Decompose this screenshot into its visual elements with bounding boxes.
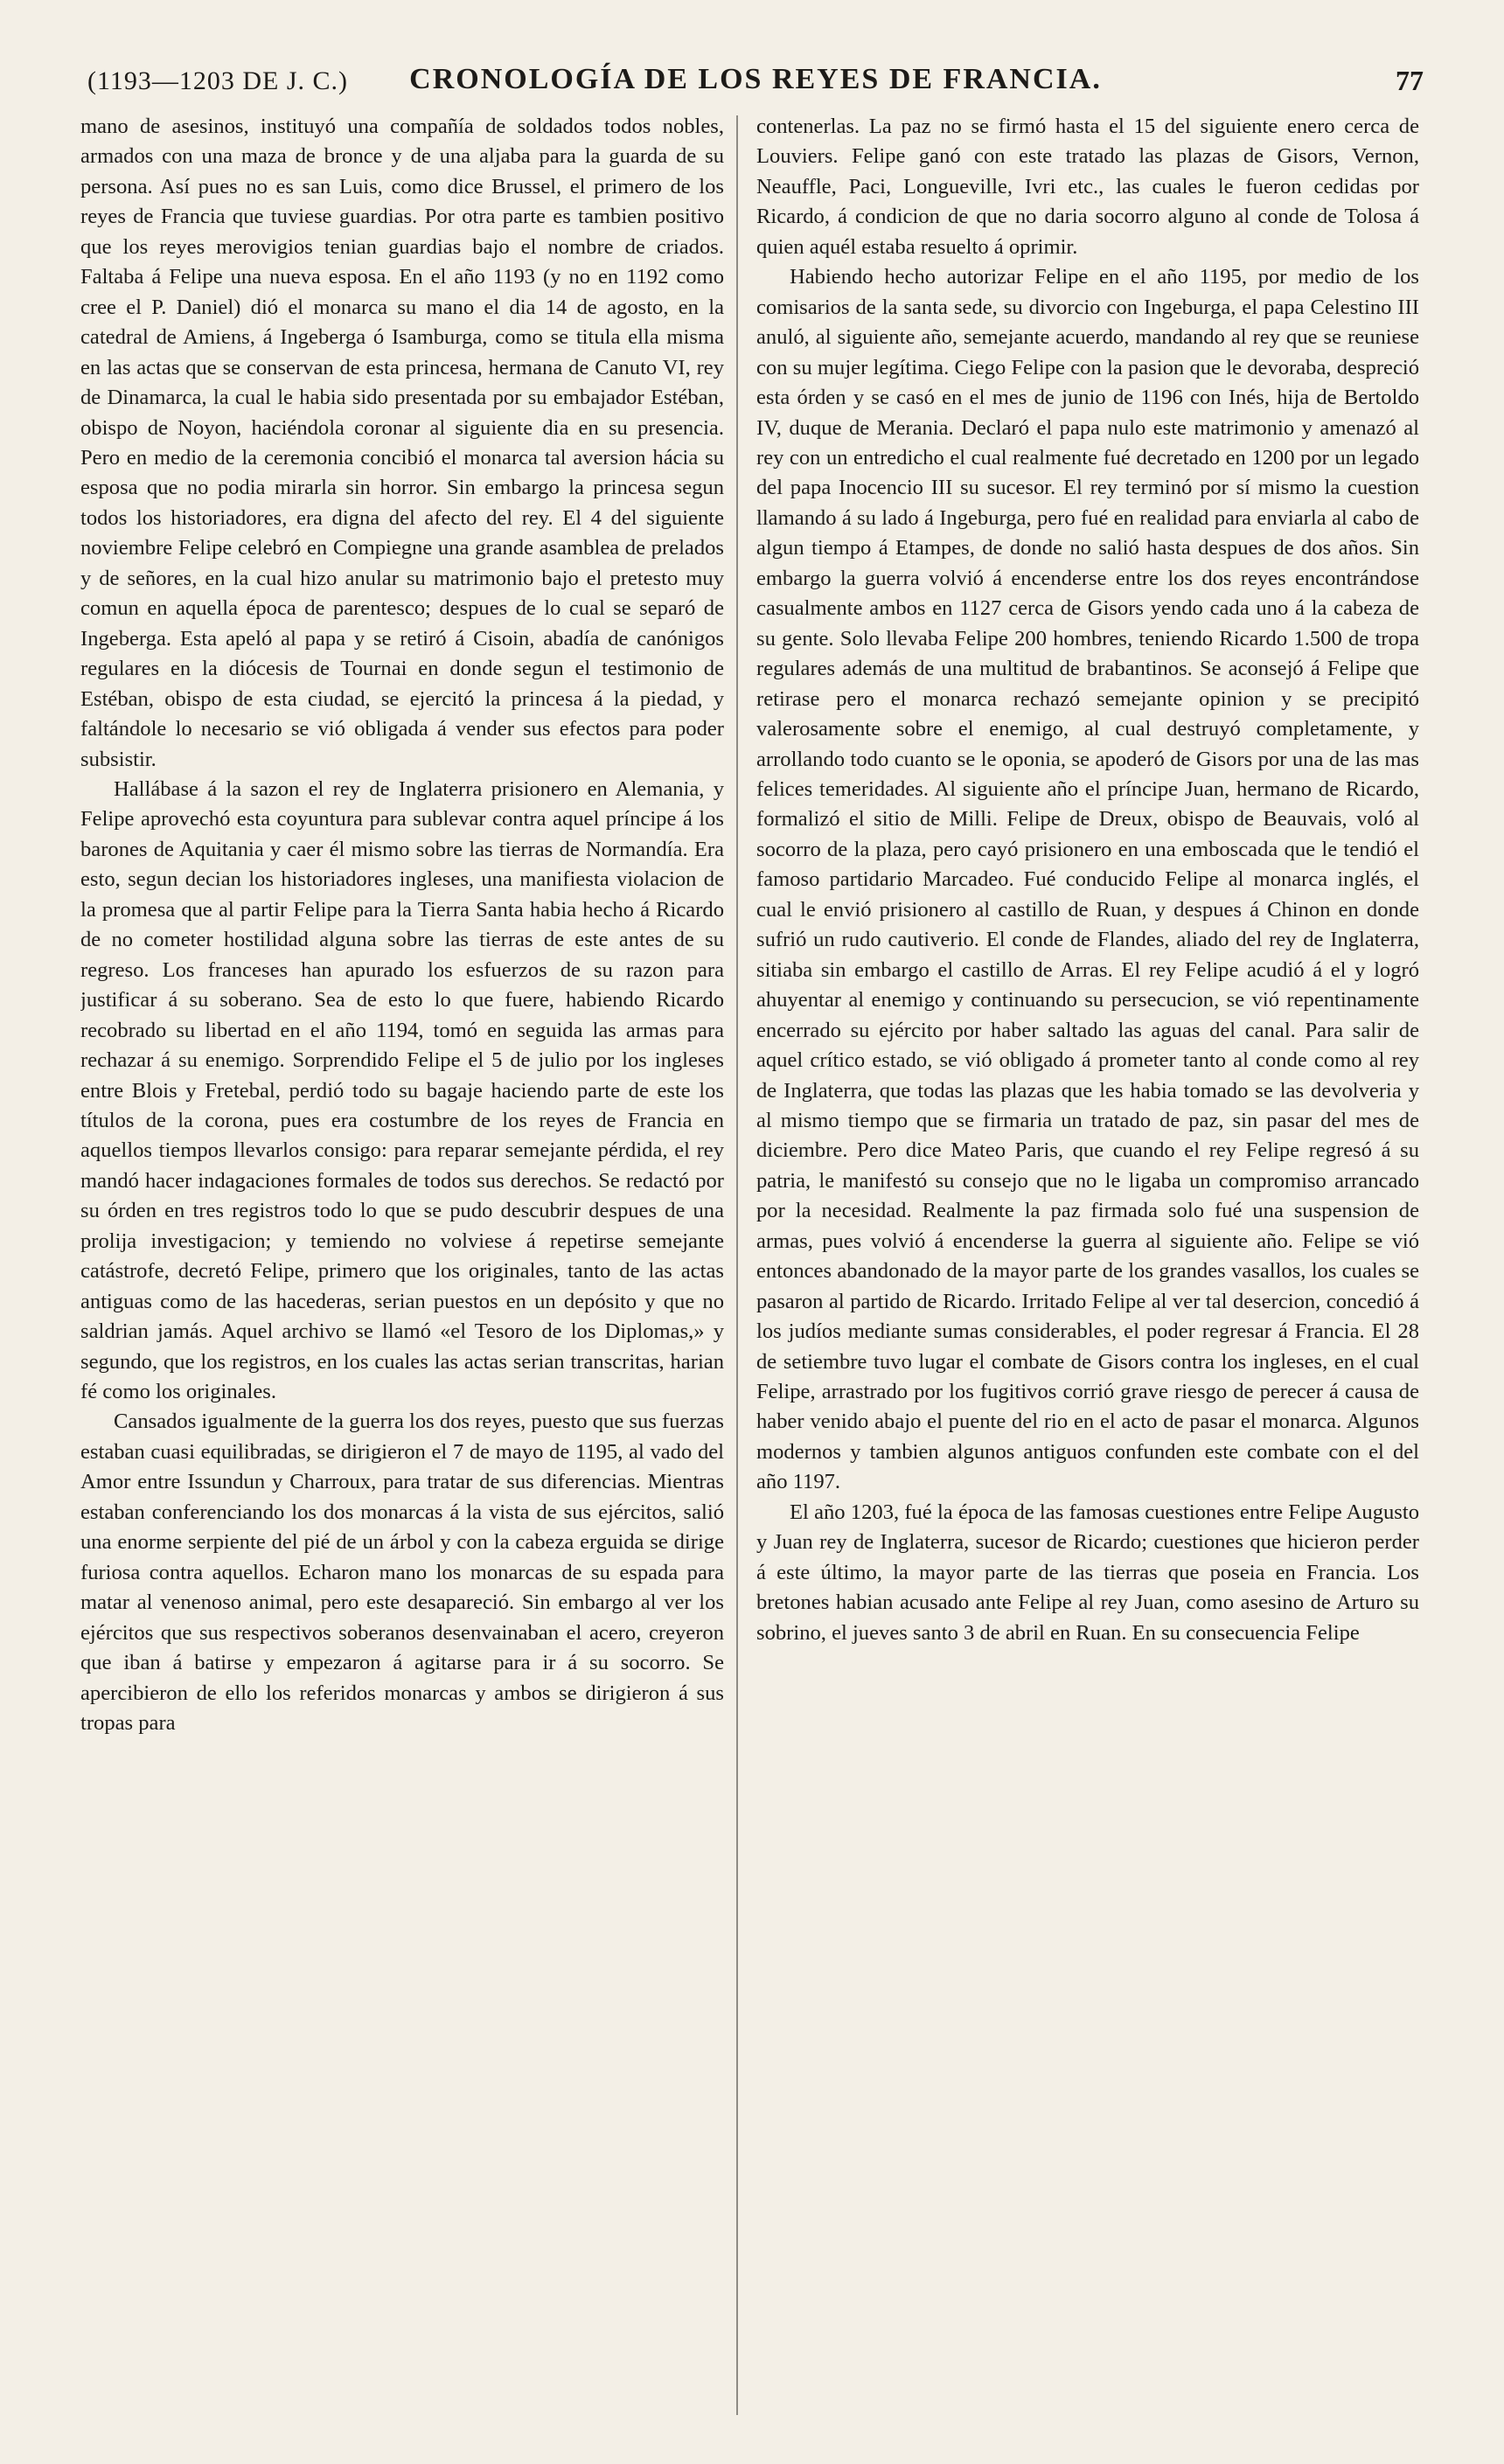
column-divider <box>736 115 738 2415</box>
paragraph: El año 1203, fué la época de las famosas cuestiones entre Felipe Augusto y Juan rey de Inglaterra, sucesor de Ricardo; cuestiones que hicieron perder á este último, la mayor parte de las tierras que poseia en Francia. Los bretones habian acusado ante Felipe al rey Juan, como asesino de Arturo su sobrino, el jueves santo 3 de abril en Ruan. En su consecuencia Felipe <box>756 1500 1419 1645</box>
date-range: (1193—1203 DE J. C.) <box>87 66 349 95</box>
right-column <box>756 112 1419 2420</box>
paragraph: mano de asesinos, instituyó una compañía de soldados todos nobles, armados con una maza de bronce y de una aljaba para la guarda de su persona. Así pues no es san Luis, como dice Brussel, el primero de los reyes de Francia que tuviese guardias. Por otra parte es tambien positivo que los reyes merovigios tenian guardias bajo el nombre de criados. Faltaba á Felipe una nueva esposa. En el año 1193 (y no en 1192 como cree el P. Daniel) dió el monarca su mano el dia 14 de agosto, en la catedral de Amiens, á Ingeberga ó Isamburga, como se titula ella misma en las actas que se conservan de esta princesa, hermana de Canuto VI, rey de Dinamarca, la cual le habia sido presentada por su embajador Estéban, obispo de Noyon, haciéndola coronar al siguiente dia en su presencia. Pero en medio de la ceremonia concibió el monarca tal aversion hácia su esposa que no podia mirarla sin horror. Sin embargo la princesa segun todos los historiadores, era digna del afecto del rey. El 4 del siguiente noviembre Felipe celebró en Compiegne una grande asamblea de prelados y de señores, en la cual hizo anular su matrimonio bajo el pretesto muy comun en aquella época de parentesco; despues de lo cual se separó de Ingeberga. Esta apeló al papa y se retiró á Cisoin, abadía de canónigos regulares en la diócesis de Tournai en donde segun el testimonio de Estéban, obispo de esta ciudad, se ejercitó la princesa á la piedad, y faltándole lo necesario se vió obligada á vender sus efectos para poder subsistir. <box>80 115 724 771</box>
paragraph: Hallábase á la sazon el rey de Inglaterra prisionero en Alemania, y Felipe aprovechó esta coyuntura para sublevar contra aquel príncipe á los barones de Aquitania y caer él mismo sobre las tierras de Normandía. Era esto, segun decian los historiadores ingleses, una manifiesta violacion de la promesa que al partir Felipe para la Tierra Santa habia hecho á Ricardo de no cometer hostilidad alguna sobre las tierras de este antes de su regreso. Los franceses han apurado los esfuerzos de su razon para justificar á su soberano. Sea de esto lo que fuere, habiendo Ricardo recobrado su libertad en el año 1194, tomó en seguida las armas para rechazar á su enemigo. Sorprendido Felipe el 5 de julio por los ingleses entre Blois y Fretebal, perdió todo su bagaje haciendo parte de este los títulos de la corona, pues era costumbre de los reyes de Francia en aquellos tiempos llevarlos consigo: para reparar semejante pérdida, el rey mandó hacer indagaciones formales de todos sus derechos. Se redactó por su órden en tres registros todo lo que se pudo descubrir despues de una prolija investigacion; y temiendo no volviese á repetirse semejante catástrofe, decretó Felipe, primero que los originales, tanto de las actas antiguas como de las hacederas, serian puestos en un depósito y que no saldrian jamás. Aquel archivo se llamó «el Tesoro de los Diplomas,» y segundo, que los registros, en los cuales las actas serian transcritas, harian fé como los originales. <box>80 776 724 1404</box>
page-number: 77 <box>1396 65 1424 96</box>
paragraph: Cansados igualmente de la guerra los dos reyes, puesto que sus fuerzas estaban cuasi equilibradas, se dirigieron el 7 de mayo de 1195, al vado del Amor entre Issundun y Charroux, para tratar de sus diferencias. Mientras estaban conferenciando los dos monarcas á la vista de sus ejércitos, salió una enorme serpiente del pié de un árbol y con la cabeza erguida se dirige furiosa contra aquellos. Echaron mano los monarcas de su espada para matar al venenoso animal, pero este desapareció. Sin embargo al ver los ejércitos que sus respectivos soberanos desenvainaban el acero, creyeron que iban á batirse y empezaron á agitarse para ir á su socorro. Se apercibieron de ello los referidos monarcas y ambos se dirigieron á sus tropas para <box>80 1409 724 1736</box>
left-column <box>80 112 724 2420</box>
paragraph: Habiendo hecho autorizar Felipe en el año 1195, por medio de los comisarios de la santa sede, su divorcio con Ingeburga, el papa Celestino III anuló, al siguiente año, semejante acuerdo, mandando al rey que se reuniese con su mujer legítima. Ciego Felipe con la pasion que le devoraba, despreció esta órden y se casó en el mes de junio de 1196 con Inés, hija de Bertoldo IV, duque de Merania. Declaró el papa nulo este matrimonio y amenazó al rey con un entredicho el cual realmente fué decretado en 1200 por un legado del papa Inocencio III su sucesor. El rey terminó por sí mismo la cuestion llamando á su lado á Ingeburga, pero fué en realidad para enviarla al cabo de algun tiempo á Etampes, de donde no salió hasta despues de dos años. Sin embargo la guerra volvió á encenderse entre los dos reyes encontrándose casualmente ambos en 1127 cerca de Gisors yendo cada uno á la cabeza de su gente. Solo llevaba Felipe 200 hombres, teniendo Ricardo 1.500 de tropa regulares además de una multitud de brabantinos. Se aconsejó á Felipe que retirase pero el monarca rechazó semejante opinion y se precipitó valerosamente sobre el enemigo, al cual destruyó completamente, y arrollando todo cuanto se le oponia, se apoderó de Gisors por una de las mas felices temeridades. Al siguiente año el príncipe Juan, hermano de Ricardo, formalizó el sitio de Milli. Felipe de Dreux, obispo de Beauvais, voló al socorro de la plaza, pero cayó prisionero en una emboscada que le tendió el famoso partidario Marcadeo. Fué conducido Felipe al monarca inglés, el cual le envió prisionero al castillo de Ruan, y despues á Chinon en donde sufrió un rudo cautiverio. El conde de Flandes, aliado del rey de Inglaterra, sitiaba sin embargo el castillo de Arras. El rey Felipe acudió á el y logró ahuyentar al enemigo y continuando su persecucion, se vió repentinamente encerrado su ejército por haber saltado las aguas del canal. Para salir de aquel crítico estado, se vió obligado á prometer tanto al conde como al rey de Inglaterra, que todas las plazas que les habia tomado se las devolveria y al mismo tiempo que se firmaria un tratado de paz, sin pasar del mes de diciembre. Pero dice Mateo Paris, que cuando el rey Felipe regresó á su patria, le manifestó su consejo que no le ligaba un compromiso arrancado por la necesidad. Realmente la paz firmada solo fué una suspension de armas, pues volvió á encenderse la guerra al siguiente año. Felipe se vió entonces abandonado de la mayor parte de los grandes vasallos, los cuales se pasaron al partido de Ricardo. Irritado Felipe al ver tal desercion, concedió á los judíos mediante sumas considerables, el poder regresar á Francia. El 28 de setiembre tuvo lugar el combate de Gisors contra los ingleses, en el cual Felipe, arrastrado por los fugitivos corrió grave riesgo de perecer á causa de haber venido abajo el puente del rio en el acto de pasar el monarca. Algunos modernos y tambien algunos antiguos confunden este combate con el del año 1197. <box>756 265 1419 1494</box>
running-title: CRONOLOGÍA DE LOS REYES DE FRANCIA. <box>409 63 1102 95</box>
running-header <box>87 63 1424 108</box>
paragraph: contenerlas. La paz no se firmó hasta el 15 del siguiente enero cerca de Louviers. Felipe ganó con este tratado las plazas de Gisors, Vernon, Neauffle, Paci, Longueville, Ivri etc., las cuales le fueron cedidas por Ricardo, á condicion de que no daria socorro alguno al conde de Tolosa á quien aquél estaba resuelto á oprimir. <box>756 115 1419 259</box>
